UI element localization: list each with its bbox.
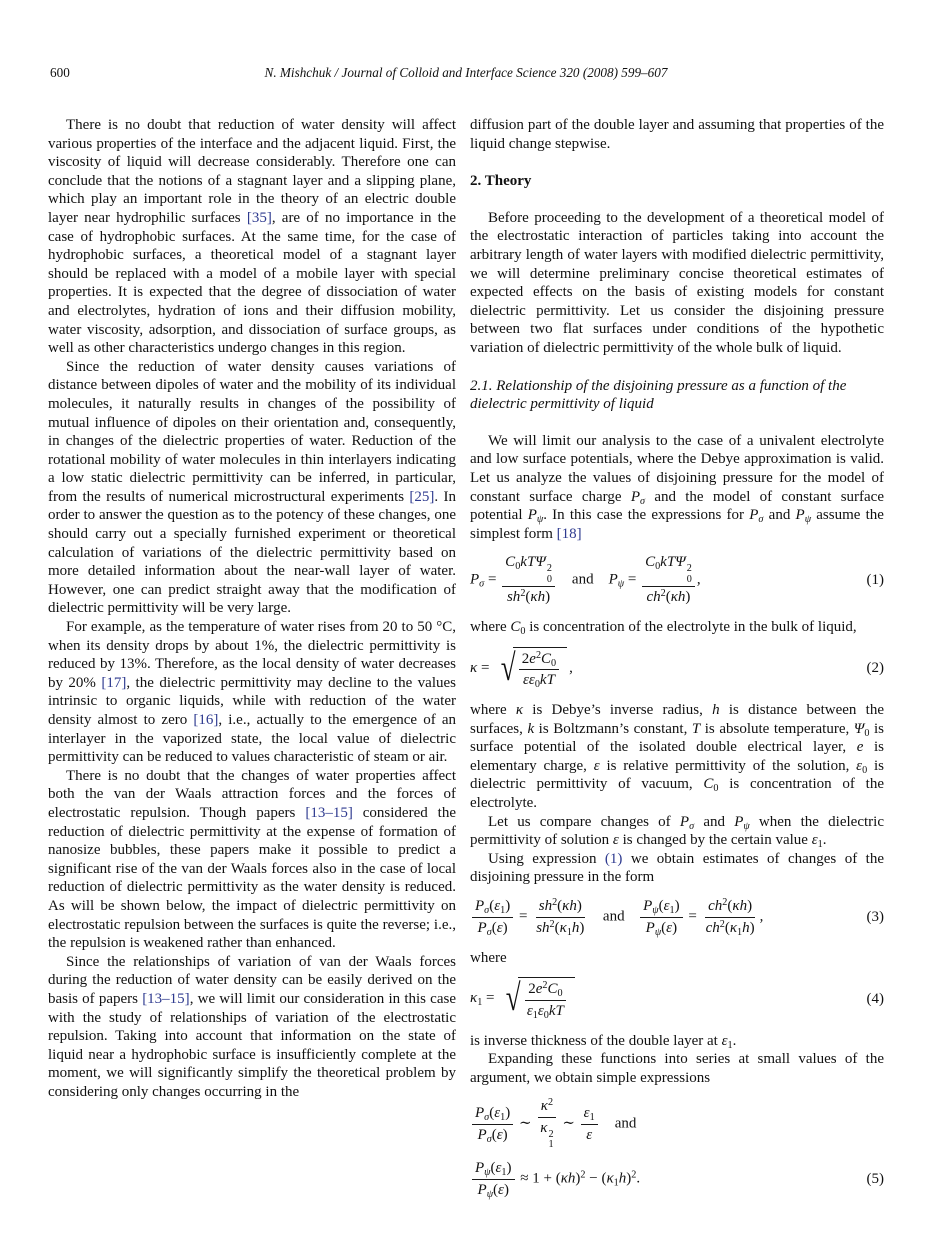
math-variable: k bbox=[527, 720, 535, 737]
paragraph: Before proceeding to the development of a theoretical model of the electrostatic interaction of particles taking into account the arbitrary length of water layers with modified dielectric permittivity, we will determine preliminary concise theoretical estimates of expected effects on the basis of existing models for constant dielectric permittivity. Let us consider the disjoining pressure between two flat surfaces under conditions of the hypothetic variation of dielectric permittivity of the whole bulk of liquid. bbox=[470, 209, 884, 356]
math-fraction: $\frac{P_\psi(\varepsilon_1)}{P_\psi(\varepsilon)}$ bbox=[472, 1159, 515, 1200]
equation-line: $P_\sigma$ = $C_0kT\Psi$ 2 0 $sh^2(\kappa h)$ and $P_\psi$ = $C_0kT\Psi$ 2 0 $ch^2(\kappa h)$ , (1) bbox=[470, 554, 884, 606]
citation-link[interactable]: [16] bbox=[193, 712, 219, 728]
math-variable: P bbox=[475, 898, 485, 915]
section-heading-theory: 2. Theory bbox=[470, 173, 532, 190]
math-variable: ε bbox=[811, 832, 818, 849]
page-header bbox=[48, 64, 884, 81]
math-variable: P bbox=[477, 1126, 487, 1143]
math-variable: P bbox=[477, 1181, 487, 1198]
paragraph: where κ is Debye’s inverse radius, h is distance between the surfaces, k is Boltzmann’s constant, T is absolute temperature, $\Psi_0$ is surface potential of the isolated double electrical layer, e is elementary charge, ε is relative permittivity of the solution, $\varepsilon_0$ is dielectric permittivity of vacuum, $C_0$ is concentration of the electrolyte. bbox=[470, 702, 885, 812]
math-square-root bbox=[495, 647, 567, 691]
math-variable: P bbox=[749, 507, 759, 524]
math-variable: κ bbox=[729, 919, 738, 936]
radical-sign: √ bbox=[500, 647, 516, 689]
equation-line: $\kappa_1$ = √ $\frac{2e^2C_0}{\varepsilon_1\varepsilon_0kT}$ (4) bbox=[470, 978, 884, 1021]
math-variable: κ bbox=[540, 1098, 548, 1115]
math-variable: ε bbox=[612, 832, 619, 849]
math-variable: κ bbox=[515, 702, 524, 719]
math-variable: h bbox=[712, 702, 720, 719]
math-variable: Ψ bbox=[853, 720, 865, 737]
math-variable: Ψ bbox=[535, 554, 546, 571]
paragraph: There is no doubt that the changes of water properties affect both the van der Waals attraction forces and the forces of electrostatic repulsion. Though papers [13–15] considered the reduction of dielectric permittivity at the expense of formation of nanosize bubbles, these papers make it possible to predict a significant rise of the van der Waals forces also in the case of local reduction of dielectric permittivity as the water density is reduced. As will be shown below, the impact of dielectric permittivity on electrostatic repulsion between the surfaces is quite the reverse; i.e., the repulsion is weakened rather than enhanced. bbox=[48, 767, 456, 952]
math-variable: P bbox=[734, 813, 744, 830]
math-variable: C bbox=[547, 981, 558, 998]
math-subsup-stack: 2 0 bbox=[686, 562, 692, 585]
math-variable: κh bbox=[562, 898, 577, 915]
math-variable: e bbox=[535, 981, 543, 998]
math-variable: ε bbox=[856, 757, 863, 774]
math-variable: κh bbox=[732, 898, 748, 915]
equation-number: (2) bbox=[866, 660, 884, 677]
citation-link[interactable]: [13–15] bbox=[305, 804, 353, 821]
citation-link[interactable]: [18] bbox=[556, 525, 582, 542]
math-variable: P bbox=[645, 919, 655, 936]
math-variable: P bbox=[527, 507, 537, 524]
paragraph: Since the relationships of variation of van der Waals forces during the reduction of water density can be easily derived on the basis of papers [13–15], we will limit our consideration in this case with the study of relationships of variation of the electrostatic repulsion. Taking into account that information on the state of liquid near a hydrophobic surface is insufficiently complete at the moment, we will significantly simplify the theoretical problem by considering only changes occurring in the bbox=[48, 953, 456, 1100]
math-variable: ε bbox=[537, 1002, 544, 1019]
math-variable: κh bbox=[670, 589, 686, 606]
math-variable: κh bbox=[560, 1170, 576, 1187]
math-variable: P bbox=[475, 1105, 485, 1122]
math-variable: ε bbox=[496, 919, 503, 936]
citation-link[interactable]: [13–15] bbox=[142, 990, 190, 1007]
math-variable: e bbox=[529, 650, 536, 667]
math-variable: ch bbox=[705, 919, 720, 936]
paragraph: Let us compare changes of $P_\sigma$ and $P_\psi$ when the dielectric permittivity of solution ε is changed by the certain value $\varepsilon_1$. bbox=[470, 813, 884, 851]
math-variable: P bbox=[470, 571, 480, 588]
math-variable: ε bbox=[663, 898, 670, 915]
math-fraction: $\frac{\varepsilon_1}{\varepsilon}$ bbox=[581, 1104, 598, 1145]
paragraph: Expanding these functions into series at small values of the argument, we obtain simple expressions bbox=[470, 1051, 884, 1086]
math-variable: ε bbox=[526, 1002, 533, 1019]
equation-number: (5) bbox=[866, 1171, 884, 1188]
equation-2 bbox=[470, 647, 884, 691]
math-square-root bbox=[500, 977, 575, 1021]
math-variable: ε bbox=[593, 757, 600, 774]
math-variable: ε bbox=[495, 1160, 502, 1177]
math-variable: εε bbox=[522, 672, 535, 689]
math-fraction: $\frac{2e^2C_0}{\varepsilon_1\varepsilon_0kT}$ bbox=[526, 980, 564, 1021]
math-variable: ch bbox=[646, 589, 661, 606]
math-fraction: $\frac{P_\sigma(\varepsilon_1)}{P_\sigma(\varepsilon)}$ bbox=[472, 1104, 513, 1145]
math-variable: κ bbox=[559, 919, 567, 936]
math-subsup-stack: 2 0 bbox=[546, 562, 552, 585]
math-variable: κh bbox=[530, 589, 546, 606]
citation-link[interactable]: [17] bbox=[101, 674, 127, 691]
math-variable: κ bbox=[606, 1170, 614, 1187]
math-variable: C bbox=[703, 776, 714, 793]
math-variable: C bbox=[510, 619, 521, 636]
left-column bbox=[48, 116, 456, 1211]
math-variable: ε bbox=[586, 1126, 593, 1143]
math-variable: ε bbox=[496, 1126, 503, 1143]
math-variable: P bbox=[643, 898, 653, 915]
paragraph: diffusion part of the double layer and assuming that properties of the liquid change stepwise. bbox=[470, 117, 884, 152]
math-variable: C bbox=[645, 554, 656, 571]
math-variable: P bbox=[630, 488, 641, 505]
math-variable: ε bbox=[494, 1105, 501, 1122]
subsection-heading: 2.1. Relationship of the disjoining pressure as a function of the dielectric permittivity of liquid bbox=[470, 377, 847, 413]
math-variable: κ bbox=[470, 659, 478, 676]
equation-line: $\frac{P_\sigma(\varepsilon_1)}{P_\sigma(\varepsilon)}$ = $\frac{sh^2(\kappa h)}{sh^2(\kappa_1h)}$ and $\frac{P_\psi(\varepsilon_1)}{P_\psi(\varepsilon)}$ = $\frac{ch^2(\kappa h)}{ch^2(\kappa_1h)}$ , (3) bbox=[470, 897, 884, 938]
math-variable: ε bbox=[666, 919, 673, 936]
math-variable: ε bbox=[498, 1181, 504, 1198]
math-variable: sh bbox=[506, 589, 521, 606]
equation-5 bbox=[470, 1097, 884, 1199]
math-fraction: $\kappa^2$ κ 2 1 bbox=[537, 1097, 556, 1151]
math-fraction: $\frac{P_\sigma(\varepsilon_1)}{P_\sigma(\varepsilon)}$ bbox=[472, 897, 513, 938]
paragraph: Using expression (1) we obtain estimates of changes of the disjoining pressure in the form bbox=[470, 850, 884, 886]
math-variable: e bbox=[856, 739, 864, 756]
math-variable: κ bbox=[470, 990, 478, 1007]
math-variable: ε bbox=[721, 1032, 728, 1049]
math-variable: κ bbox=[540, 1120, 548, 1137]
equation-number: (1) bbox=[866, 571, 884, 588]
radical-sign: √ bbox=[506, 978, 521, 1020]
math-variable: Ψ bbox=[675, 554, 686, 571]
citation-link[interactable]: [25] bbox=[409, 488, 435, 505]
paragraph: There is no doubt that reduction of water density will affect various properties of the interface and the adjacent liquid. First, the viscosity of liquid will decrease considerably. Therefore one can conclude that the notions of a stagnant layer and a slipping plane, which play an important role in the theory of an electric double layer near hydrophilic surfaces [35], are of no importance in the case of hydrophobic surfaces. At the same time, for the case of hydrophobic surfaces, a theoretical model of a stagnant layer should be replaced with a model of a mobile layer with special properties. It is expected that the degree of dissociation of water and electrolytes, hydration of ions and their diffusion mobility, water viscosity, adsorption, and dissociation of surface groups, as well as other characteristics undergo changes in this region. bbox=[48, 117, 456, 357]
equation-number: (4) bbox=[866, 990, 884, 1007]
math-fraction: $\frac{P_\psi(\varepsilon_1)}{P_\psi(\varepsilon)}$ bbox=[640, 897, 683, 938]
paragraph: We will limit our analysis to the case of a univalent electrolyte and low surface potentials, where the Debye approximation is valid. Let us analyze the values of disjoining pressure for the model of constant surface charge $P_\sigma$ and the model of constant surface potential $P_\psi$. In this case the expressions for $P_\sigma$ and $P_\psi$ assume the simplest form [18] bbox=[470, 432, 884, 542]
math-fraction: $\frac{ch^2(\kappa h)}{ch^2(\kappa_1h)}$ bbox=[705, 896, 755, 938]
math-variable: sh bbox=[536, 919, 550, 936]
two-column-body bbox=[48, 116, 884, 1211]
math-variable: P bbox=[475, 1160, 485, 1177]
math-variable: h bbox=[571, 919, 580, 936]
math-variable: kT bbox=[539, 672, 555, 689]
citation-link[interactable]: [35] bbox=[246, 209, 272, 226]
paragraph: is inverse thickness of the double layer at $\varepsilon_1$. bbox=[470, 1032, 737, 1051]
equation-3 bbox=[470, 897, 884, 938]
equation-1 bbox=[470, 553, 884, 607]
paragraph: Since the reduction of water density causes variations of distance between dipoles of water and the mobility of its individual molecules, it naturally results in changes of the possibility of mutual influence of dipoles on their orientation and, consequently, in changes of the dielectric properties of water. Reduction of the rotational mobility of water molecules in thin interlayers indicating a low static dielectric permittivity can be inferred, in particular, from the results of numerical microstructural experiments [25]. In order to answer the question as to the potency of these changes, one should carry out a specially furnished experiment or theoretical calculation of variations of the dielectric permittivity based on more detailed information about the near-wall layer of water. However, one can predict straight away that the modification of dielectric permittivity will be very large. bbox=[48, 358, 456, 617]
math-variable: kT bbox=[548, 1002, 564, 1019]
math-variable: T bbox=[691, 720, 701, 737]
math-variable: P bbox=[679, 813, 690, 830]
math-variable: P bbox=[477, 919, 487, 936]
math-variable: kT bbox=[660, 554, 676, 571]
math-fraction: $\frac{2e^2C_0}{\varepsilon\varepsilon_0kT}$ bbox=[519, 650, 559, 691]
math-variable: ch bbox=[708, 898, 723, 915]
equation-line: $\frac{P_\sigma(\varepsilon_1)}{P_\sigma(\varepsilon)}$ ∼ $\kappa^2$ κ 2 1 ∼ $\frac{\varepsilon_1}{\varepsilon}$ and bbox=[470, 1097, 884, 1151]
right-column bbox=[470, 116, 884, 1211]
math-variable: kT bbox=[520, 554, 536, 571]
paragraph: where bbox=[470, 949, 507, 966]
math-variable: h bbox=[742, 919, 750, 936]
math-subsup-stack: 2 1 bbox=[548, 1128, 554, 1151]
math-fraction: $C_0kT\Psi$ 2 0 $ch^2(\kappa h)$ bbox=[642, 553, 695, 607]
math-variable: P bbox=[795, 507, 805, 524]
paragraph: For example, as the temperature of water rises from 20 to 50 °C, when its density drops by about 1%, the dielectric permittivity is reduced by 13%. Therefore, as the local density of water decreases by 20% [17], the dielectric permittivity may decline to the values intrinsic to organic liquids, while with reduction of the water density almost to zero [16], i.e., actually to the emergence of an interlayer in the vaporized state, the local value of dielectric permittivity can be reduced to values characteristic of steam or air. bbox=[48, 619, 456, 766]
journal-title-line: N. Mishchuk / Journal of Colloid and Interface Science 320 (2008) 599–607 bbox=[264, 65, 668, 80]
paragraph: where $C_0$ is concentration of the electrolyte in the bulk of liquid, bbox=[470, 619, 857, 638]
equation-number: (3) bbox=[866, 909, 884, 925]
math-variable: P bbox=[608, 571, 618, 588]
equation-line: κ = √ $\frac{2e^2C_0}{\varepsilon\varepsilon_0kT}$ , (2) bbox=[470, 647, 884, 691]
math-variable: C bbox=[541, 650, 552, 667]
math-fraction: $\frac{sh^2(\kappa h)}{sh^2(\kappa_1h)}$ bbox=[536, 896, 585, 938]
equation-line: $\frac{P_\psi(\varepsilon_1)}{P_\psi(\varepsilon)}$ ≈ $1 + (\kappa h)^2 - (\kappa_1h)^2$. (5) bbox=[470, 1159, 884, 1200]
citation-link[interactable]: (1) bbox=[604, 850, 623, 867]
equation-4 bbox=[470, 977, 884, 1021]
page-number: 600 bbox=[50, 65, 70, 80]
math-variable: sh bbox=[538, 898, 553, 915]
math-variable: C bbox=[505, 554, 516, 571]
math-variable: ε bbox=[494, 898, 501, 915]
math-fraction: $C_0kT\Psi$ 2 0 $sh^2(\kappa h)$ bbox=[502, 553, 555, 607]
math-variable: ε bbox=[583, 1105, 590, 1122]
math-variable: h bbox=[618, 1170, 627, 1187]
